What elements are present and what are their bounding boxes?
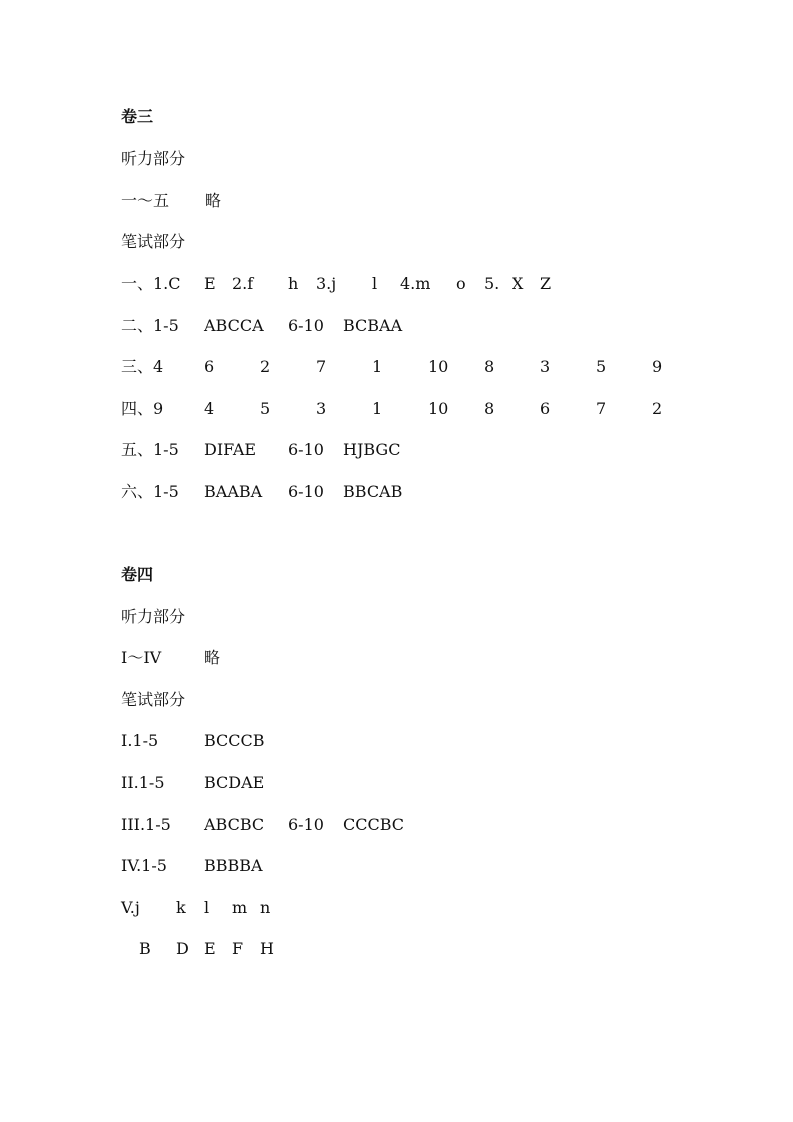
answer-cell: H: [260, 939, 274, 958]
answer-cell: 7: [316, 357, 327, 376]
answer-cell: 6: [540, 399, 551, 418]
answer-cell: BBBBA: [204, 856, 263, 875]
answer-cell: 10: [428, 399, 449, 418]
answer-cell: 7: [596, 399, 607, 418]
answer-cell: 4.m: [400, 274, 431, 293]
answer-cell: 3: [316, 399, 327, 418]
section4-written-label: 笔试部分: [121, 690, 186, 709]
answer-cell: o: [456, 274, 466, 293]
answer-cell: 3: [540, 357, 551, 376]
section3-q6-row: [121, 480, 403, 504]
answer-cell: BCBAA: [343, 316, 403, 335]
answer-cell: E: [204, 274, 216, 293]
answer-cell: DIFAE: [204, 440, 257, 459]
answer-cell: ABCCA: [204, 316, 264, 335]
answer-cell: h: [288, 274, 299, 293]
section3-q5-row: [121, 438, 401, 462]
listening-answer: 略: [205, 191, 222, 210]
section4-q5-row: [121, 896, 271, 920]
section4-q3-row: [121, 813, 405, 837]
answer-cell: m: [232, 898, 248, 917]
answer-cell: 10: [428, 357, 449, 376]
section3-q1-row: [121, 272, 552, 296]
section4-title: 卷四: [121, 565, 154, 584]
answer-cell: l: [372, 274, 378, 293]
answer-cell: III.1-5: [121, 815, 171, 834]
answer-cell: Z: [540, 274, 552, 293]
answer-cell: n: [260, 898, 271, 917]
answer-cell: l: [204, 898, 210, 917]
answer-cell: II.1-5: [121, 773, 165, 792]
answer-cell: X: [512, 274, 524, 293]
answer-cell: 2: [260, 357, 271, 376]
answer-cell: BBCAB: [343, 482, 403, 501]
answer-cell: 二、1-5: [121, 316, 179, 335]
answer-cell: 6-10: [288, 316, 324, 335]
answer-cell: D: [176, 939, 189, 958]
answer-cell: BCCCB: [204, 731, 265, 750]
answer-cell: 8: [484, 357, 495, 376]
section4-listening-label: 听力部分: [121, 607, 186, 626]
section4-listening-answer-row: [121, 646, 221, 670]
answer-cell: 5.: [484, 274, 500, 293]
answer-cell: 1: [372, 399, 383, 418]
answer-cell: 六、1-5: [121, 482, 179, 501]
section3-listening-answer-row: [121, 189, 222, 213]
answer-cell: CCCBC: [343, 815, 405, 834]
section4-q5-second-row: [121, 937, 274, 961]
answer-cell: HJBGC: [343, 440, 401, 459]
answer-cell: 6-10: [288, 440, 324, 459]
answer-cell: F: [232, 939, 244, 958]
answer-cell: B: [139, 939, 151, 958]
answer-cell: 5: [260, 399, 271, 418]
answer-cell: 2.f: [232, 274, 254, 293]
section3-title: 卷三: [121, 107, 154, 126]
section3-q2-row: [121, 314, 403, 338]
listening-answer: 略: [204, 648, 221, 667]
answer-cell: BCDAE: [204, 773, 265, 792]
answer-cell: 5: [596, 357, 607, 376]
answer-cell: 6: [204, 357, 215, 376]
answer-cell: 6-10: [288, 815, 324, 834]
section4-q1-row: [121, 729, 265, 753]
answer-cell: 四、9: [121, 399, 164, 418]
answer-cell: E: [204, 939, 216, 958]
section3-written-label: 笔试部分: [121, 232, 186, 251]
answer-cell: IV.1-5: [121, 856, 167, 875]
answer-cell: 9: [652, 357, 663, 376]
answer-cell: 1: [372, 357, 383, 376]
answer-cell: 4: [204, 399, 215, 418]
answer-cell: 一、1.C: [121, 274, 181, 293]
section4-q4-row: [121, 854, 263, 878]
answer-cell: 8: [484, 399, 495, 418]
answer-cell: 6-10: [288, 482, 324, 501]
answer-cell: I.1-5: [121, 731, 159, 750]
answer-cell: 3.j: [316, 274, 337, 293]
answer-cell: 五、1-5: [121, 440, 179, 459]
listening-question-range: 一～五: [121, 191, 170, 210]
answer-cell: k: [176, 898, 186, 917]
section3-listening-label: 听力部分: [121, 149, 186, 168]
listening-question-range: I～IV: [121, 648, 162, 667]
answer-cell: ABCBC: [204, 815, 265, 834]
answer-cell: BAABA: [204, 482, 263, 501]
answer-cell: V.j: [121, 898, 140, 917]
answer-cell: 2: [652, 399, 663, 418]
section4-q2-row: [121, 771, 265, 795]
section3-q3-row: [121, 355, 663, 379]
section3-q4-row: [121, 397, 663, 421]
answer-cell: 三、4: [121, 357, 164, 376]
